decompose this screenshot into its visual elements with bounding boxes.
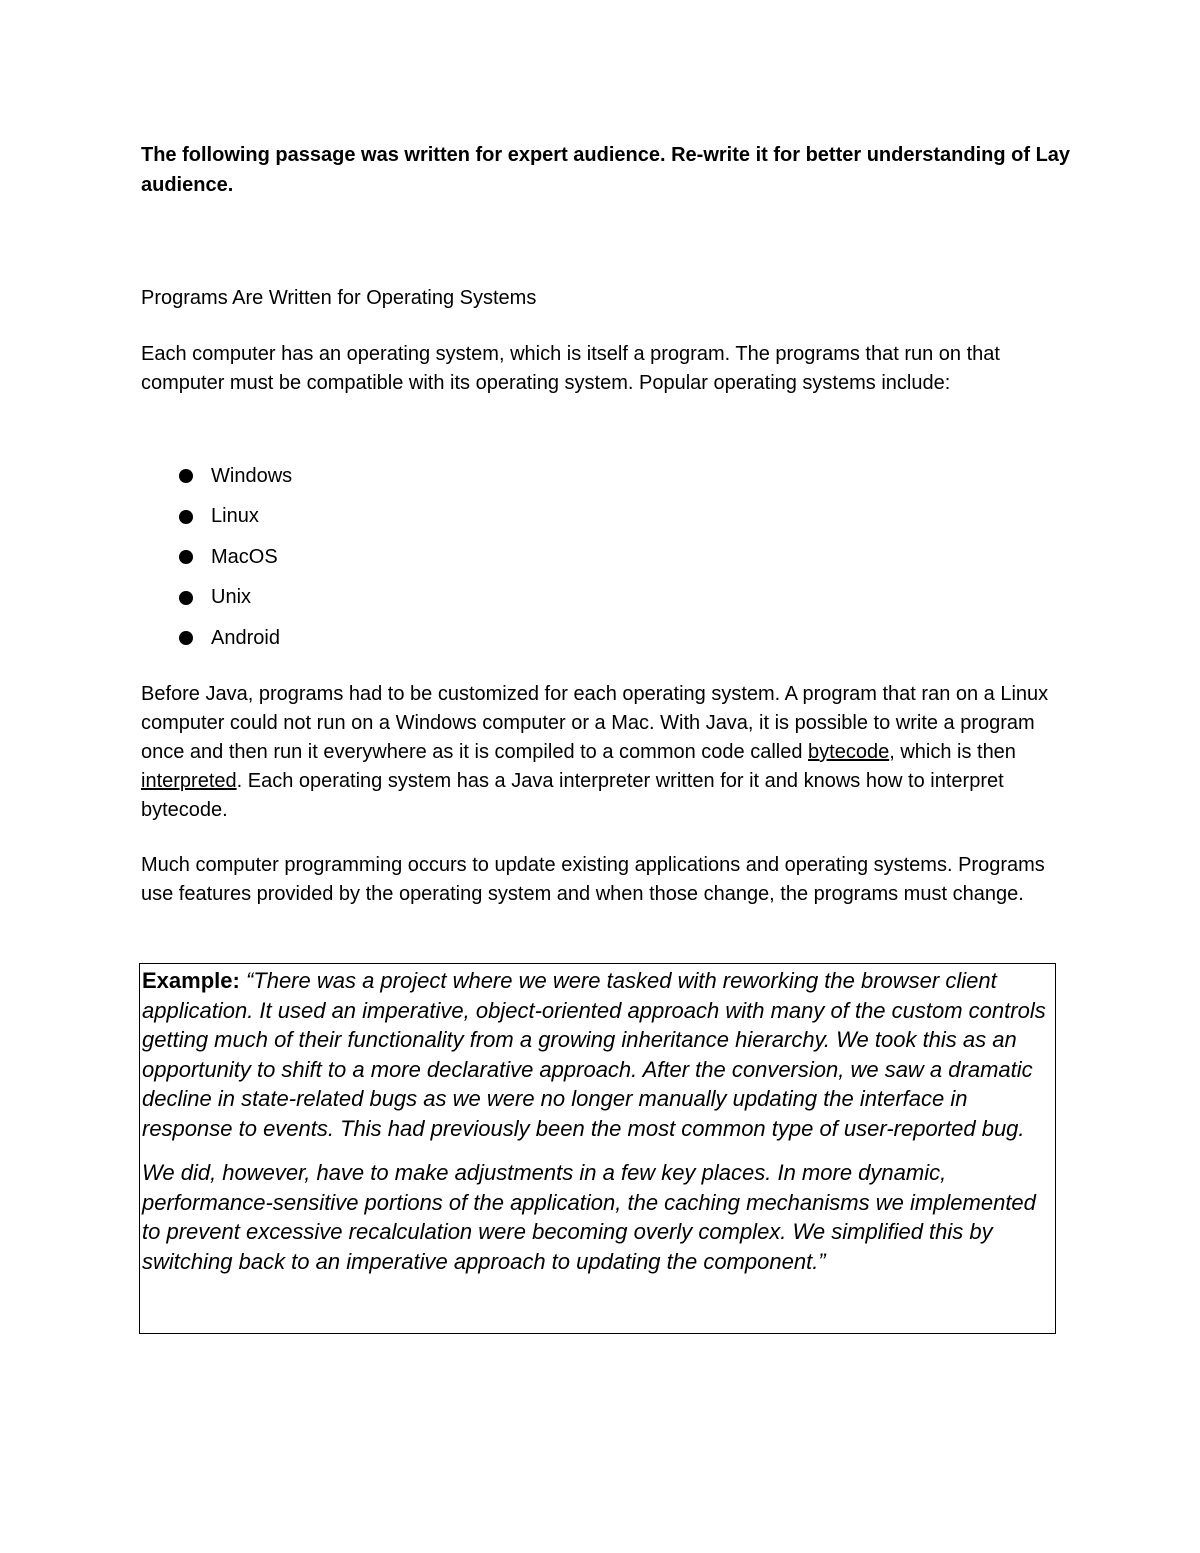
bullet-icon (179, 469, 193, 483)
list-item (141, 456, 292, 497)
section-title: Programs Are Written for Operating Systems (141, 287, 537, 309)
list-item (141, 618, 292, 659)
list-item (141, 578, 292, 619)
intro-paragraph: Each computer has an operating system, which is itself a program. The programs that run on that computer must be compatible with its operating system. Popular operating systems include: (141, 343, 1000, 394)
update-paragraph: Much computer programming occurs to update existing applications and operating systems. Programs use features provided by the operating system and when those change, the programs must change. (141, 854, 1045, 905)
list-item-label: Unix (211, 586, 252, 609)
bullet-icon (179, 591, 193, 605)
term-interpreted: interpreted (141, 770, 237, 792)
java-text-part3: . Each operating system has a Java interpreter written for it and knows how to interpret bytecode. (141, 770, 1004, 821)
java-paragraph (141, 680, 1056, 825)
bullet-icon (179, 550, 193, 564)
java-text-part2: , which is then (889, 741, 1016, 763)
term-bytecode: bytecode (808, 741, 890, 763)
os-list (141, 456, 292, 659)
list-item-label: Windows (211, 464, 293, 487)
list-item-label: Linux (211, 505, 259, 528)
list-item-label: MacOS (211, 545, 278, 568)
list-item (141, 497, 292, 538)
list-item-label: Android (211, 626, 280, 649)
document-page (141, 140, 1071, 1274)
example-label: Example: (142, 968, 240, 993)
bullet-icon (179, 631, 193, 645)
example-paragraph-2: We did, however, have to make adjustments in a few key places. In more dynamic, performance-sensitive portions of the application, the caching mechanisms we implemented to prevent excessive recalculation were becoming overly complex. We simplified this by switching back to an imperative approach to updating the component.” (142, 1160, 1036, 1274)
example-box (139, 963, 1056, 1334)
list-item (141, 537, 292, 578)
bullet-icon (179, 510, 193, 524)
java-text-part1: Before Java, programs had to be customized for each operating system. A program that ran on a Linux computer could not run on a Windows computer or a Mac. With Java, it is possible to write a program once and then run it everywhere as it is compiled to a common code called (141, 683, 1049, 763)
example-text-1: “There was a project where we were tasked with reworking the browser client application. It used an imperative, object-oriented approach with many of the custom controls getting much of their functionality from a growing inheritance hierarchy. We took this as an opportunity to shift to a more declarative approach. After the conversion, we saw a dramatic decline in state-related bugs as we were no longer manually updating the interface in response to events. This had previously been the most common type of user-reported bug. (142, 968, 1046, 1141)
instruction-text: The following passage was written for expert audience. Re-write it for better understanding of Lay audience. (141, 144, 1071, 196)
example-paragraph-1 (142, 966, 1051, 1143)
